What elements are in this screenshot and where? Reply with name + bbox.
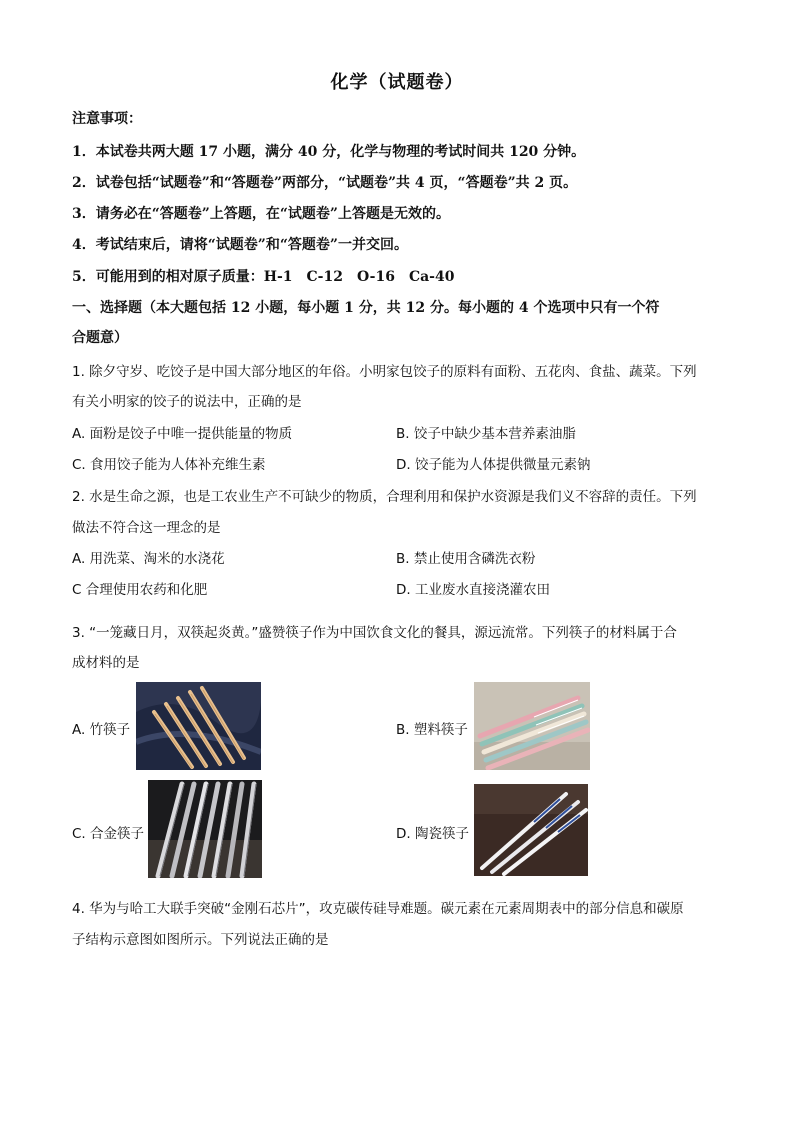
question-4-stem-cont: 子结构示意图如图所示。下列说法正确的是: [72, 932, 329, 948]
notice-item: 5．可能用到的相对原子质量：H-1 C-12 O-16 Ca-40: [72, 269, 455, 285]
page-title: 化学（试题卷）: [330, 72, 464, 93]
question-1-option-d: D. 饺子能为人体提供微量元素钠: [396, 457, 591, 473]
question-3-stem-cont: 成材料的是: [72, 655, 140, 671]
question-2-stem: 2. 水是生命之源，也是工农业生产不可缺少的物质，合理利用和保护水资源是我们义不容辞的责任。下列: [72, 489, 697, 505]
question-3-option-a: A. 竹筷子: [72, 722, 131, 738]
section-heading: 一、选择题（本大题包括 12 小题，每小题 1 分，共 12 分。每小题的 4 个选项中只有一个符: [72, 300, 660, 316]
question-1-option-a: A. 面粉是饺子中唯一提供能量的物质: [72, 426, 293, 442]
notice-item: 3．请务必在“答题卷”上答题，在“试题卷”上答题是无效的。: [72, 206, 450, 222]
question-4-stem: 4. 华为与哈工大联手突破“金刚石芯片”，攻克碳传硅导难题。碳元素在元素周期表中的部分信息和碳原: [72, 901, 684, 917]
question-2-option-b: B. 禁止使用含磷洗衣粉: [396, 551, 536, 567]
question-3-stem: 3. “一笼藏日月，双筷起炎黄。”盛赞筷子作为中国饮食文化的餐具，源远流常。下列筷子的材料属于合: [72, 625, 677, 641]
question-3-option-b: B. 塑料筷子: [396, 722, 468, 738]
notice-item: 1．本试卷共两大题 17 小题，满分 40 分，化学与物理的考试时间共 120 分钟。: [72, 144, 586, 160]
question-2-option-a: A. 用洗菜、淘米的水浇花: [72, 551, 225, 567]
alloy-chopsticks-photo: [148, 780, 262, 878]
question-1-stem-cont: 有关小明家的饺子的说法中，正确的是: [72, 394, 302, 410]
question-2-option-c: C 合理使用农药和化肥: [72, 582, 208, 598]
question-3-option-d: D. 陶瓷筷子: [396, 826, 469, 842]
question-1-option-b: B. 饺子中缺少基本营养素油脂: [396, 426, 576, 442]
plastic-chopsticks-photo: [474, 682, 590, 770]
question-1-stem: 1. 除夕守岁、吃饺子是中国大部分地区的年俗。小明家包饺子的原料有面粉、五花肉、食盐、蔬菜。下列: [72, 364, 697, 380]
question-1-option-c: C. 食用饺子能为人体补充维生素: [72, 457, 266, 473]
notice-item: 4．考试结束后，请将“试题卷”和“答题卷”一并交回。: [72, 237, 408, 253]
question-2-option-d: D. 工业废水直接浇灌农田: [396, 582, 550, 598]
question-2-stem-cont: 做法不符合这一理念的是: [72, 520, 221, 536]
notice-item: 2．试卷包括“试题卷”和“答题卷”两部分，“试题卷”共 4 页，“答题卷”共 2 页。: [72, 175, 578, 191]
question-3-option-c: C. 合金筷子: [72, 826, 145, 842]
bamboo-chopsticks-photo: [136, 682, 261, 770]
notice-heading: 注意事项：: [72, 111, 142, 127]
ceramic-chopsticks-photo: [474, 784, 588, 876]
section-heading-cont: 合题意）: [72, 330, 128, 346]
